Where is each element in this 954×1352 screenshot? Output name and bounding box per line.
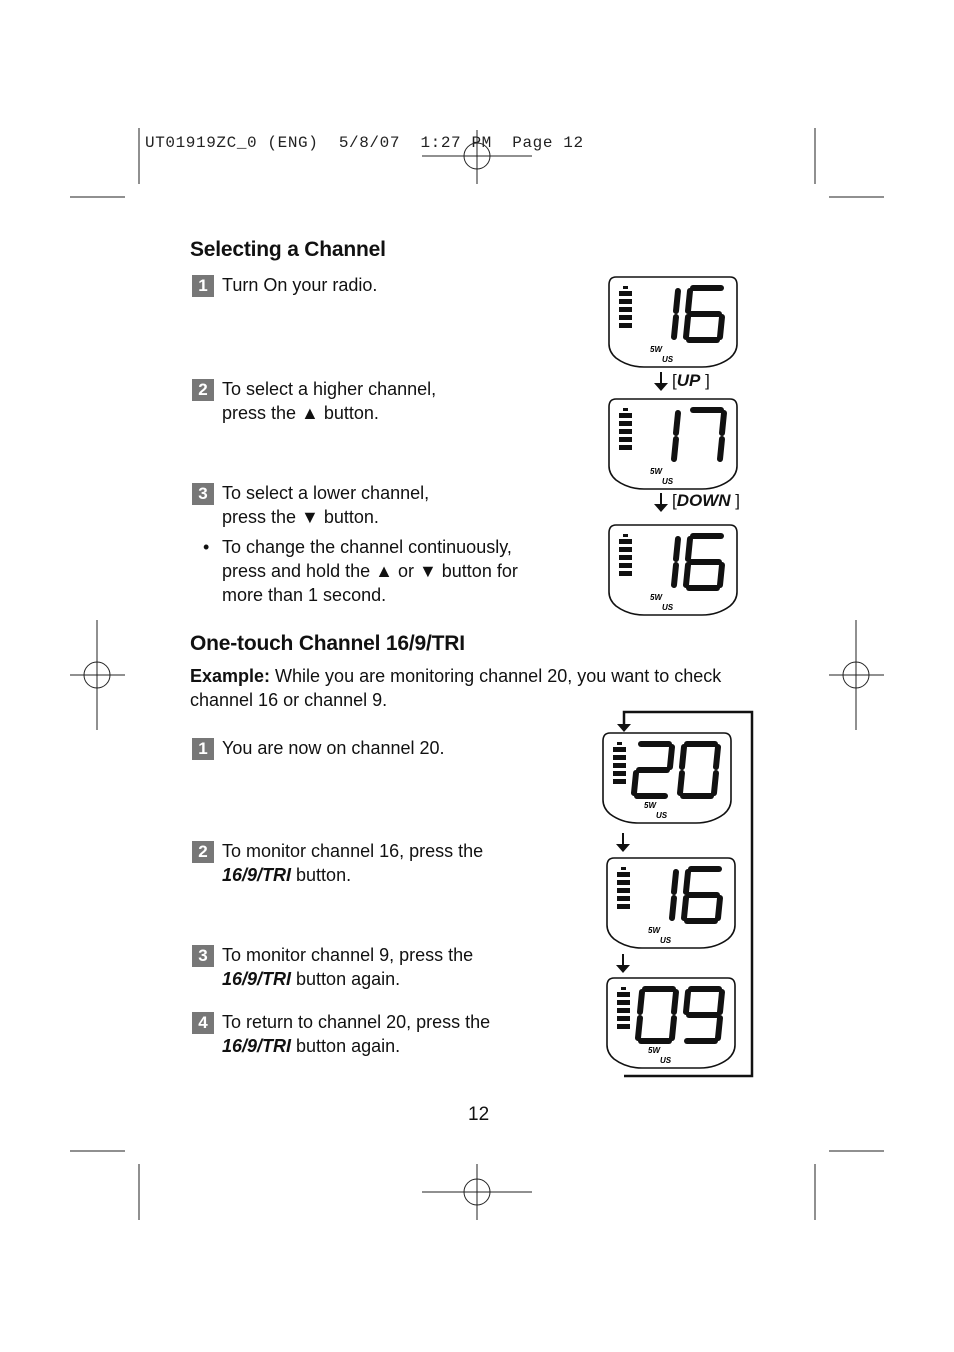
down-triangle-icon: ▼ [418, 561, 437, 581]
battery-bar [617, 904, 630, 909]
region-indicator: US [662, 355, 674, 364]
battery-bar [617, 992, 630, 997]
bullet-text: To change the channel continuously, press and hold the ▲ or ▼ button for more than 1 second. [222, 537, 518, 605]
digit-segment [682, 747, 684, 767]
digit-segment [722, 413, 724, 433]
registration-mark-right [829, 620, 884, 730]
digit-segment [674, 565, 676, 585]
battery-bar [619, 299, 632, 304]
digit-segment [686, 872, 688, 892]
digit-segment [686, 565, 688, 585]
digit-segment [714, 773, 716, 793]
step-text: You are now on channel 20. [222, 738, 445, 758]
battery-cap [621, 987, 626, 990]
lcd-display [604, 975, 738, 1071]
digit-segment [688, 539, 690, 559]
digit-segment [674, 992, 676, 1012]
lcd-display [600, 730, 734, 826]
power-indicator: 5W [648, 1046, 660, 1055]
lcd-display [606, 396, 740, 492]
digit-segment [718, 1018, 720, 1038]
power-indicator: 5W [650, 467, 662, 476]
step-text: To select a higher channel, press the ▲ button. [222, 379, 437, 423]
battery-bar [617, 880, 630, 885]
battery-cap [617, 742, 622, 745]
up-button-label: [UP ] [672, 371, 710, 390]
digit-segment [680, 773, 682, 793]
battery-bar [617, 888, 630, 893]
digit-segment [674, 317, 676, 337]
lcd-display [606, 522, 740, 618]
power-indicator: 5W [650, 345, 662, 354]
region-indicator: US [656, 811, 668, 820]
lcd-display [604, 855, 738, 951]
region-indicator: US [660, 1056, 672, 1065]
digit-segment [720, 565, 722, 585]
tri-button-name: 16/9/TRI [222, 969, 292, 989]
battery-bar [617, 1024, 630, 1029]
battery-bar [613, 763, 626, 768]
step-text: Turn On your radio. [222, 275, 378, 295]
step-text: To select a lower channel, press the ▼ button. [222, 483, 430, 527]
page-number: 12 [468, 1104, 490, 1125]
battery-bar [613, 747, 626, 752]
step-number: 3 [192, 945, 214, 967]
digit-segment [686, 992, 688, 1012]
power-indicator: 5W [650, 593, 662, 602]
down-arrow-icon [652, 491, 670, 515]
step-number: 2 [192, 841, 214, 863]
digit-segment [676, 413, 678, 433]
down-arrow-icon [652, 370, 670, 394]
digit-segment [634, 773, 636, 793]
digit-segment [672, 898, 674, 918]
step-text: To return to channel 20, press the 16/9/TRI button again. [222, 1012, 491, 1056]
digit-segment [688, 291, 690, 311]
battery-cap [621, 867, 626, 870]
region-indicator: US [660, 936, 672, 945]
digit-segment [720, 992, 722, 1012]
down-triangle-icon: ▼ [301, 507, 319, 527]
down-button-label: [DOWN ] [672, 491, 741, 510]
digit-segment [716, 747, 718, 767]
step-number: 1 [192, 275, 214, 297]
digit-segment [720, 317, 722, 337]
step-number: 1 [192, 738, 214, 760]
battery-bar [619, 437, 632, 442]
step-text: To monitor channel 9, press the 16/9/TRI button again. [222, 945, 474, 989]
battery-bar [619, 539, 632, 544]
battery-cap [623, 286, 628, 289]
down-arrow-icon [614, 952, 632, 976]
step-number: 4 [192, 1012, 214, 1034]
digit-segment [720, 439, 722, 459]
section-title-selecting-channel: Selecting a Channel [190, 238, 386, 261]
battery-bar [617, 872, 630, 877]
registration-mark-bottom [422, 1164, 532, 1220]
battery-bar [613, 779, 626, 784]
battery-bar [619, 421, 632, 426]
up-triangle-icon: ▲ [301, 403, 319, 423]
digit-segment [674, 439, 676, 459]
up-triangle-icon: ▲ [375, 561, 393, 581]
step-number: 2 [192, 379, 214, 401]
example-text: Example: While you are monitoring channel 20, you want to check channel 16 or channel 9. [190, 666, 722, 710]
battery-bar [619, 413, 632, 418]
battery-bar [619, 547, 632, 552]
battery-bar [619, 291, 632, 296]
battery-bar [617, 896, 630, 901]
step-text: To monitor channel 16, press the 16/9/TRI button. [222, 841, 484, 885]
battery-bar [617, 1016, 630, 1021]
battery-bar [619, 429, 632, 434]
battery-bar [619, 571, 632, 576]
battery-bar [619, 555, 632, 560]
lcd-display [606, 274, 740, 370]
battery-cap [623, 534, 628, 537]
battery-cap [623, 408, 628, 411]
digit-segment [718, 898, 720, 918]
file-slug: UT01919ZC_0 (ENG) 5/8/07 1:27 PM Page 12 [145, 134, 584, 152]
registration-mark-left [70, 620, 125, 730]
battery-bar [619, 315, 632, 320]
bullet-mark: • [203, 537, 210, 557]
digit-segment [638, 1018, 640, 1038]
battery-bar [619, 323, 632, 328]
down-arrow-icon [614, 831, 632, 855]
tri-button-name: 16/9/TRI [222, 865, 292, 885]
section-title-one-touch: One-touch Channel 16/9/TRI [190, 632, 465, 655]
digit-segment [672, 1018, 674, 1038]
power-indicator: 5W [648, 926, 660, 935]
region-indicator: US [662, 603, 674, 612]
power-indicator: 5W [644, 801, 656, 810]
digit-segment [684, 898, 686, 918]
digit-segment [676, 539, 678, 559]
battery-bar [617, 1008, 630, 1013]
digit-segment [686, 317, 688, 337]
digit-segment [676, 291, 678, 311]
battery-bar [613, 771, 626, 776]
tri-button-name: 16/9/TRI [222, 1036, 292, 1056]
battery-bar [617, 1000, 630, 1005]
digit-segment [674, 872, 676, 892]
battery-bar [619, 307, 632, 312]
battery-bar [619, 563, 632, 568]
digit-segment [640, 992, 642, 1012]
digit-segment [670, 747, 672, 767]
battery-bar [619, 445, 632, 450]
step-number: 3 [192, 483, 214, 505]
battery-bar [613, 755, 626, 760]
region-indicator: US [662, 477, 674, 486]
